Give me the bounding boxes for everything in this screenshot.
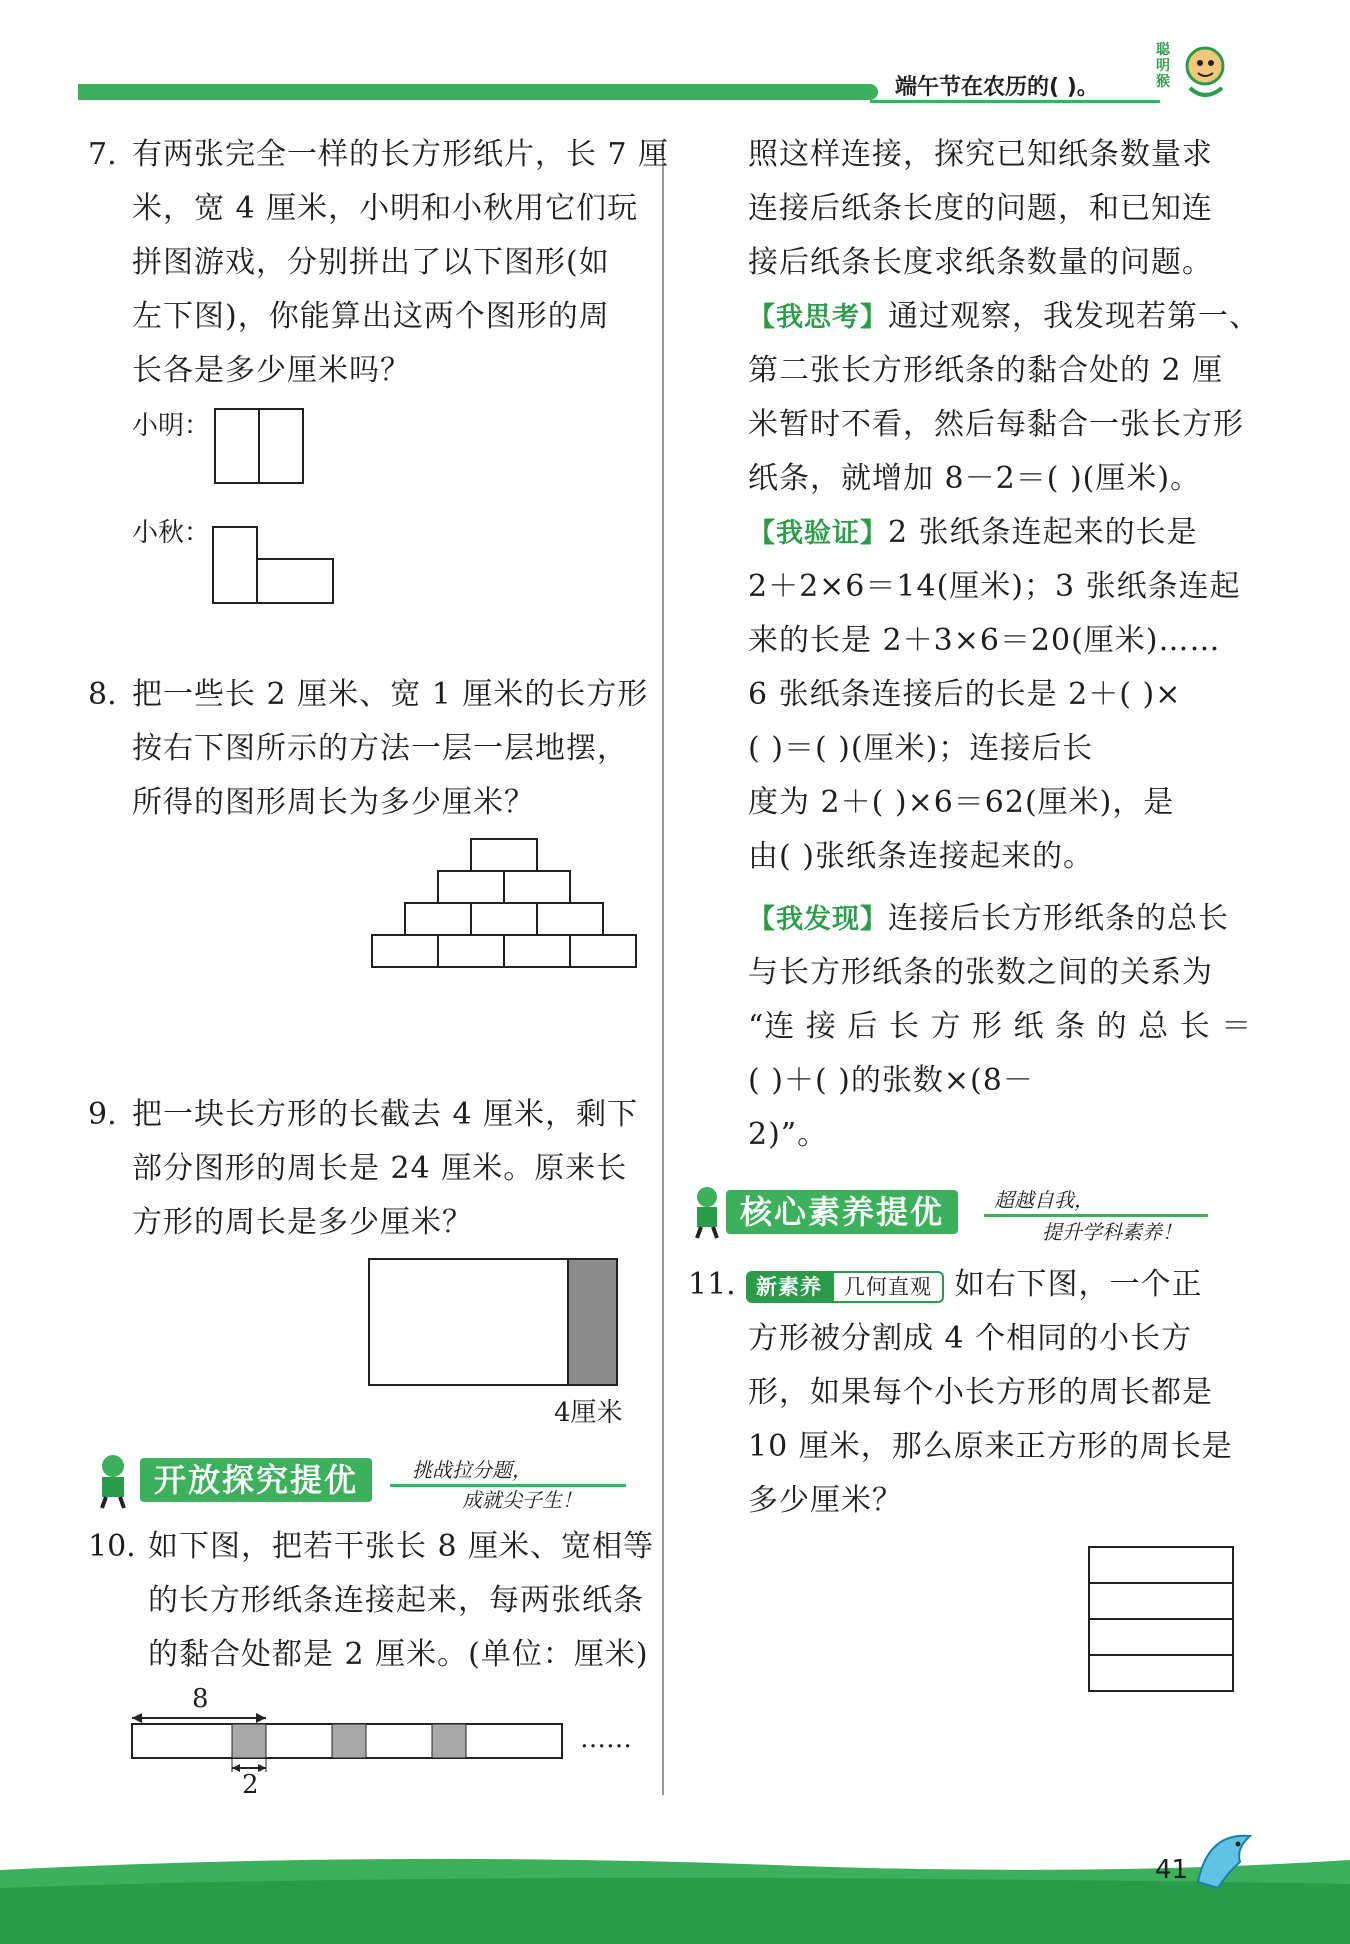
q7-number: 7.	[88, 137, 117, 172]
find-line-2: 与长方形纸条的张数之间的关系为	[748, 955, 1213, 990]
right-intro-2: 连接后纸条长度的问题，和已知连	[748, 191, 1213, 226]
q8-line-1: 把一些长 2 厘米、宽 1 厘米的长方形	[132, 677, 649, 712]
q11-number: 11.	[688, 1267, 736, 1302]
q9-label-cut: 4厘米	[554, 1398, 623, 1428]
verify-line-7: 由( )张纸条连接起来的。	[748, 839, 1094, 874]
right-intro-3: 接后纸条长度求纸条数量的问题。	[748, 245, 1213, 280]
right-intro-1: 照这样连接，探究已知纸条数量求	[748, 137, 1213, 172]
find-line-1	[748, 892, 1229, 947]
think-line-1	[748, 290, 1260, 345]
q11-text-1: 如右下图，一个正	[954, 1267, 1203, 1302]
section-core-title: 核心素养提优	[726, 1190, 958, 1234]
header-question: 端午节在农历的( )。	[895, 75, 1099, 100]
q8-number: 8.	[88, 677, 117, 712]
q8-line-2: 按右下图所示的方法一层一层地摆，	[132, 731, 628, 766]
q7-label-ming: 小明：	[132, 411, 211, 441]
verify-text-1: 2 张纸条连起来的长是	[888, 515, 1198, 550]
think-line-3: 米暂时不看，然后每黏合一张长方形	[748, 407, 1244, 442]
q7-line-5: 长各是多少厘米吗？	[132, 353, 411, 388]
think-text-1: 通过观察，我发现若第一、	[888, 299, 1260, 334]
think-line-2: 第二张长方形纸条的黏合处的 2 厘	[748, 353, 1224, 388]
q10-line-1: 如下图，把若干张长 8 厘米、宽相等	[148, 1529, 655, 1564]
section-open-rule	[390, 1484, 626, 1487]
q9-rectangle-figure	[368, 1258, 620, 1388]
q9-line-1: 把一块长方形的长截去 4 厘米，剩下	[132, 1097, 639, 1132]
q9-line-3: 方形的周长是多少厘米？	[132, 1205, 473, 1240]
verify-line-6: 度为 2＋( )×6＝62(厘米)，是	[748, 785, 1175, 820]
think-line-4: 纸条，就增加 8－2＝( )(厘米)。	[748, 461, 1202, 496]
q11-line-1	[746, 1258, 1203, 1312]
verify-line-3: 来的长是 2＋3×6＝20(厘米)……	[748, 623, 1221, 658]
kid-mascot-icon-2	[684, 1184, 730, 1240]
q9-number: 9.	[88, 1097, 117, 1132]
q11-pill-new: 新素养	[746, 1271, 832, 1303]
q11-line-3: 形，如果每个小长方形的周长都是	[748, 1375, 1213, 1410]
find-line-3: “连 接 后 长 方 形 纸 条 的 总 长 ＝	[748, 1009, 1253, 1044]
q11-square-figure	[1088, 1546, 1236, 1694]
q9-line-2: 部分图形的周长是 24 厘米。原来长	[132, 1151, 628, 1186]
q7-figure-qiu	[212, 526, 336, 606]
q8-brick-pyramid	[370, 838, 640, 972]
verify-line-5: ( )＝( )(厘米)；连接后长	[748, 731, 1094, 766]
page-number: 41	[1155, 1855, 1189, 1885]
q10-line-3: 的黏合处都是 2 厘米。(单位：厘米)	[148, 1637, 649, 1672]
verify-line-2: 2＋2×6＝14(厘米)；3 张纸条连起	[748, 569, 1241, 604]
verify-line-4: 6 张纸条连接后的长是 2＋( )×	[748, 677, 1182, 712]
q7-figure-ming	[214, 408, 306, 486]
find-text-1: 连接后长方形纸条的总长	[888, 901, 1229, 936]
q8-line-3: 所得的图形周长为多少厘米？	[132, 785, 535, 820]
q11-line-4: 10 厘米，那么原来正方形的周长是	[748, 1429, 1233, 1464]
q10-ellipsis: ……	[580, 1724, 632, 1754]
section-open-title: 开放探究提优	[140, 1458, 372, 1502]
find-line-5: 2)”。	[748, 1117, 829, 1152]
q10-label-2: 2	[242, 1770, 259, 1800]
q7-line-4: 左下图)，你能算出这两个图形的周	[132, 299, 610, 334]
q7-line-1: 有两张完全一样的长方形纸片，长 7 厘	[132, 137, 670, 172]
column-divider	[662, 140, 664, 1795]
section-open-sub2: 成就尖子生！	[462, 1488, 582, 1512]
think-tag: 【我思考】	[748, 302, 888, 333]
find-line-4: ( )＋( )的张数×(8－	[748, 1063, 1034, 1098]
mascot-name: 聪明猴	[1156, 42, 1170, 90]
q11-line-2: 方形被分割成 4 个相同的小长方	[748, 1321, 1193, 1356]
header-band	[78, 84, 878, 100]
verify-line-1	[748, 506, 1198, 561]
section-core-sub2: 提升学科素养！	[1042, 1220, 1182, 1244]
section-core-sub1: 超越自我，	[994, 1188, 1094, 1212]
footer-green-wave	[0, 1830, 1350, 1944]
q7-line-3: 拼图游戏，分别拼出了以下图形(如	[132, 245, 610, 280]
find-tag: 【我发现】	[748, 904, 888, 935]
q10-number: 10.	[88, 1529, 136, 1564]
q11-line-5: 多少厘米？	[748, 1483, 903, 1518]
mascot-monkey	[1156, 38, 1230, 104]
q7-label-qiu: 小秋：	[132, 518, 211, 548]
section-core-rule	[984, 1214, 1208, 1217]
kid-mascot-icon	[88, 1452, 138, 1510]
q7-line-2: 米，宽 4 厘米，小明和小秋用它们玩	[132, 191, 639, 226]
q11-pill-geometry: 几何直观	[832, 1271, 944, 1303]
q10-label-8: 8	[192, 1684, 209, 1714]
q10-line-2: 的长方形纸条连接起来，每两张纸条	[148, 1583, 644, 1618]
dolphin-icon	[1188, 1822, 1260, 1902]
section-open-sub1: 挑战拉分题，	[412, 1458, 532, 1482]
verify-tag: 【我验证】	[748, 518, 888, 549]
